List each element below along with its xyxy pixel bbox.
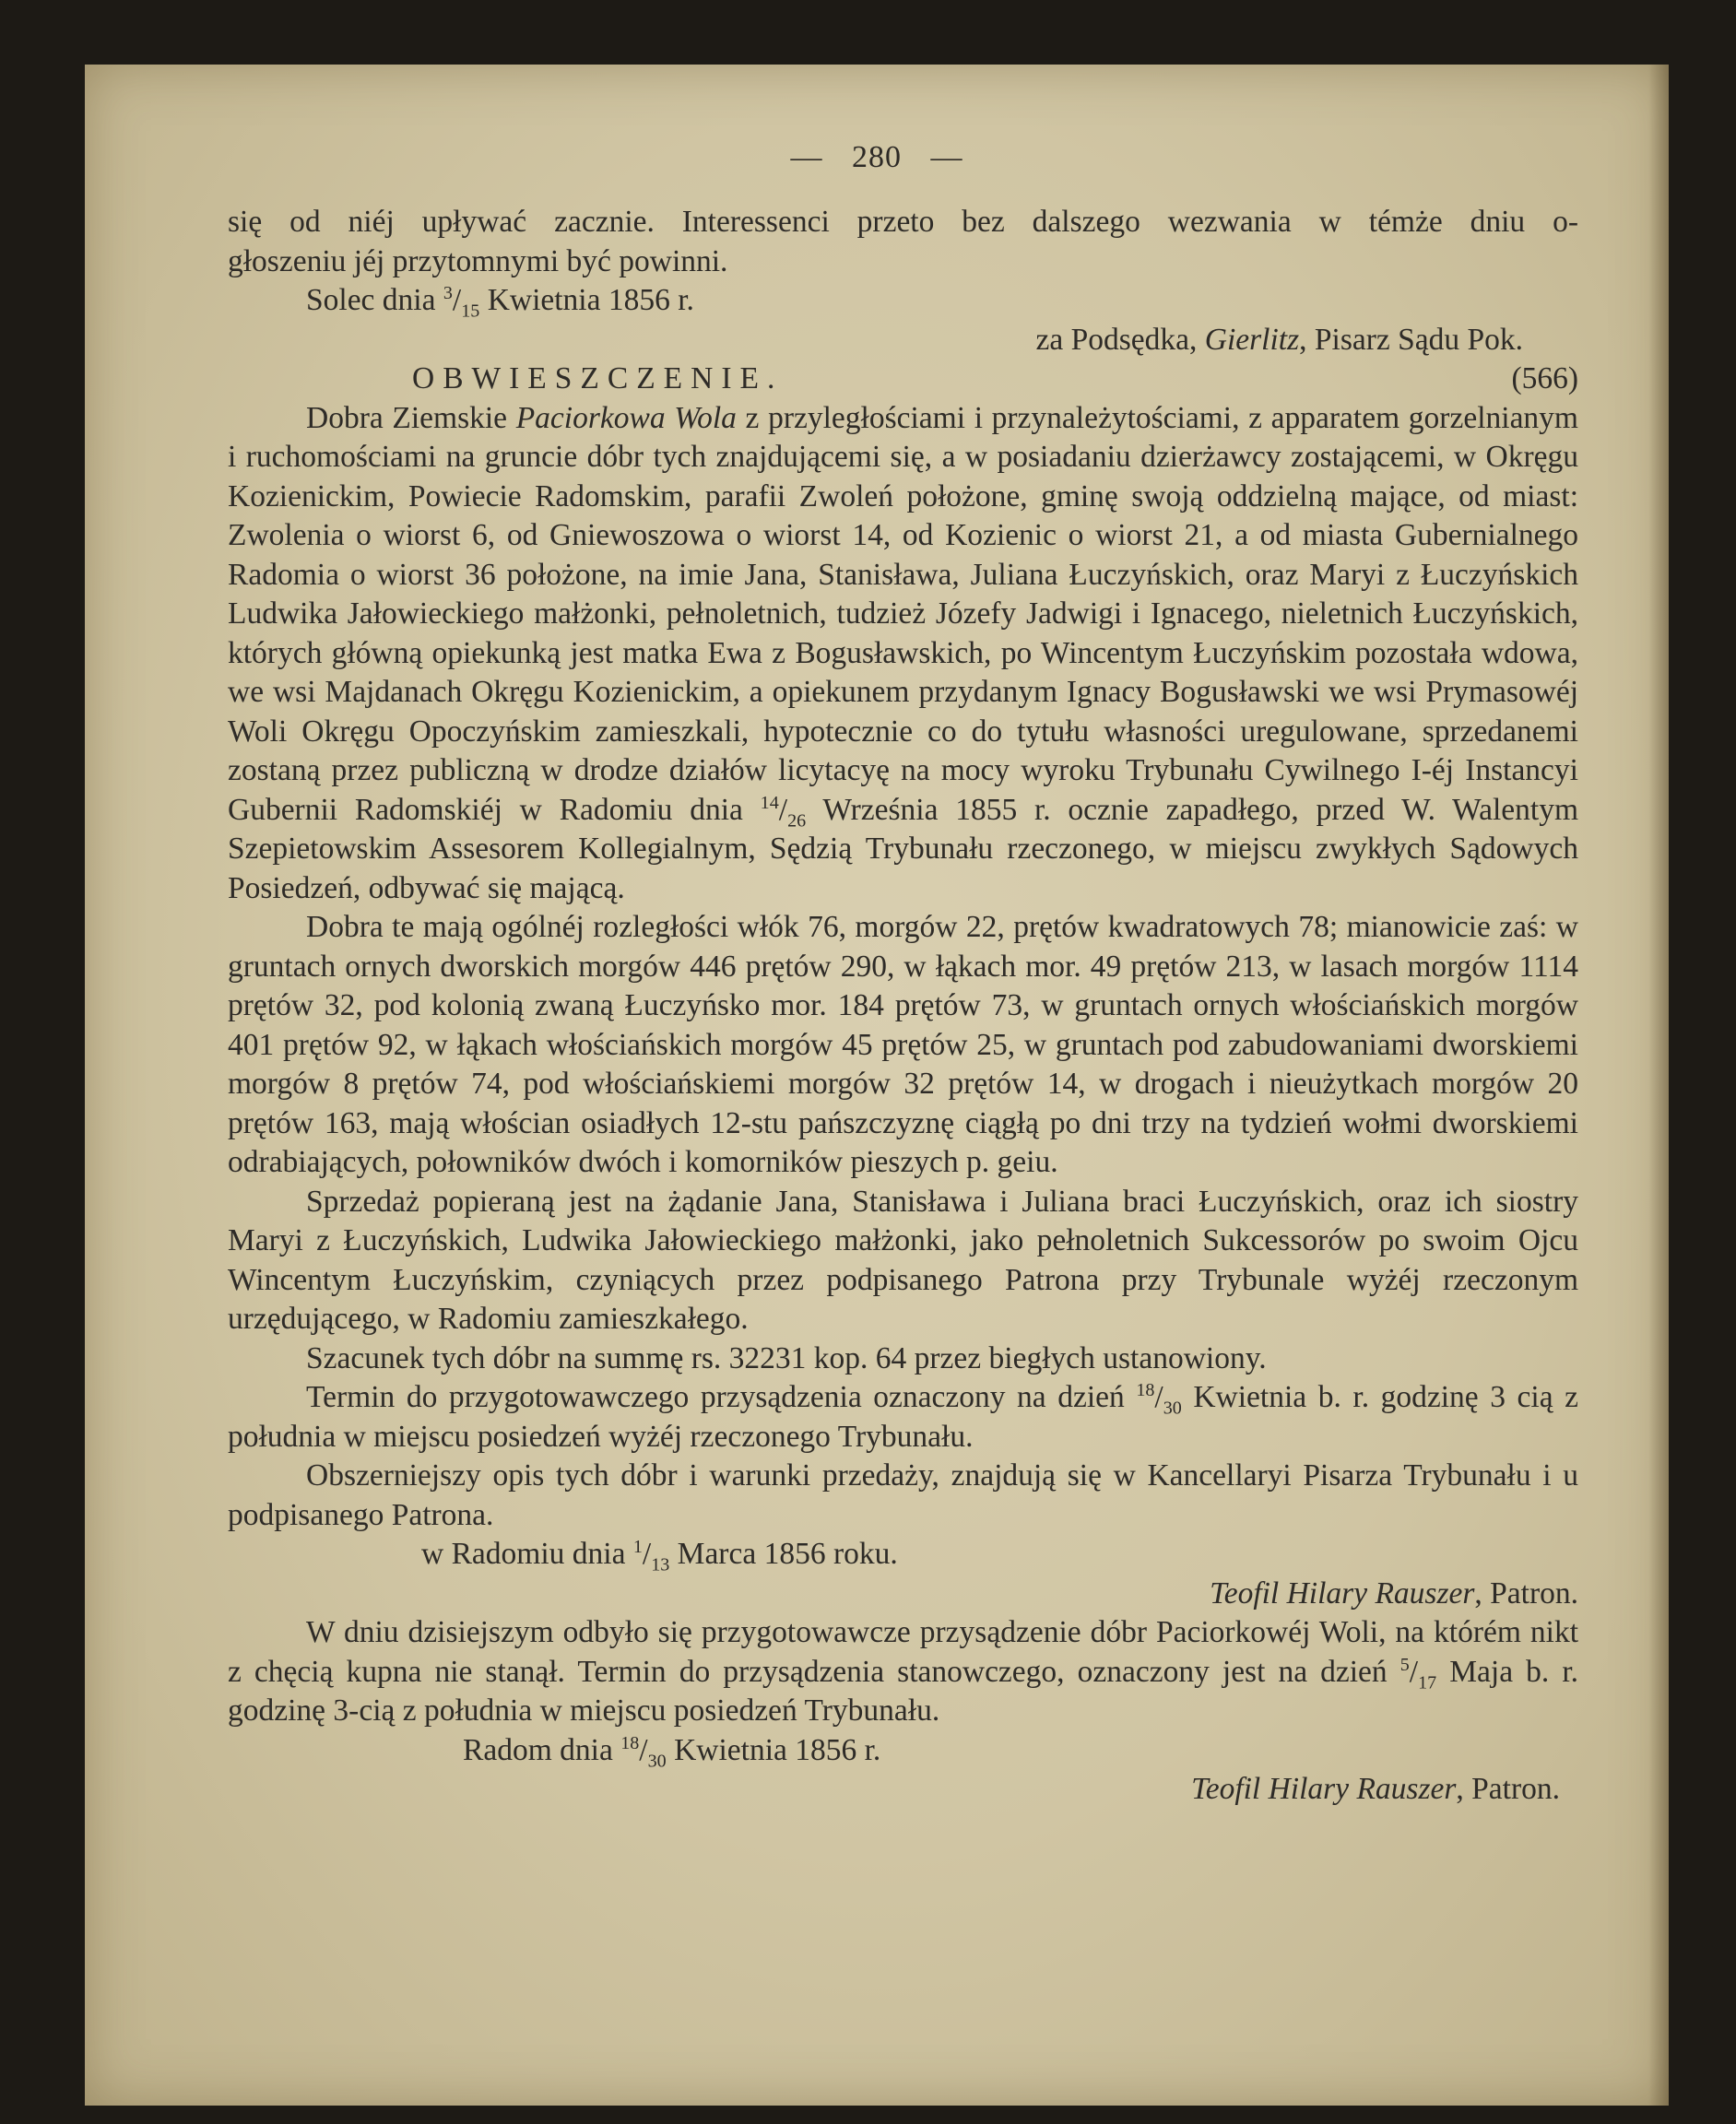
place-date-1: w Radomiu dnia $^1/_{13}$ Marca 1856 roku. xyxy=(421,1536,898,1575)
page-number: 280 xyxy=(852,140,902,174)
notice-title-row xyxy=(228,360,1578,399)
paragraph-details: Obszerniejszy opis tych dóbr i warunki przedaży, znajdują się w Kancellaryi Pisarza Trybunału i u podpisanego Patrona. xyxy=(228,1458,1578,1532)
previous-notice-end: się od niéj upływać zacznie. Interessenci przeto bez dalszego wezwania w témże dniu o- xyxy=(228,205,1578,239)
notice-number: (566) xyxy=(1511,361,1578,395)
paragraph-valuation: Szacunek tych dóbr na summę rs. 32231 kop. 64 przez biegłych ustanowiony. xyxy=(306,1340,1267,1375)
place-date-2: Radom dnia $^{18}/_{30}$ Kwietnia 1856 r. xyxy=(463,1732,881,1772)
page-edge-shadow xyxy=(1648,65,1669,2106)
paragraph-estate-area: Dobra te mają ogólnéj rozległości włók 76, morgów 22, prętów kwadratowych 78; mianowicie zaś: w gruntach ornych dworskich morgów 446 prętów 290, w łąkach mor. 49 prętów 213, w lasach morgów 1114 prętów 32, pod kolonią zwaną Łuczyńsko mor. 184 prętów 73, w gruntach ornych włościańskich morgów 401 prętów 92, w łąkach włościańskich morgów 45 prętów 25, w gruntach pod zabudowaniami dworskiemi morgów 8 prętów 74, pod włościańskiemi morgów 32 prętów 14, w drogach i nieużytkach morgów 20 prętów 163, mają włościan osiadłych 12-stu pańszczyznę ciągłą po dni trzy na tydzień wołmi dworskiemi odrabiających, połowników dwóch i komorników pieszych p. geiu. xyxy=(228,910,1578,1179)
scanned-page xyxy=(85,65,1669,2106)
signature-1: Teofil Hilary Rauszer, Patron. xyxy=(1210,1575,1578,1611)
paragraph-sale-request: Sprzedaż popieraną jest na żądanie Jana, Stanisława i Juliana braci Łuczyńskich, oraz ich siostry Maryi z Łuczyńskich, Ludwika Jałowieckiego małżonki, jako pełnoletnich Sukcessorów po swoim Ojcu Wincentym Łuczyńskim, czyniących przez podpisanego Patrona przy Trybunale wyżéj rzeczonym urzędującego, w Radomiu zamieszkałego. xyxy=(228,1184,1578,1336)
previous-notice-date: Solec dnia $^3/_{15}$ Kwietnia 1856 r. xyxy=(306,282,694,322)
notice-title: OBWIESZCZENIE. xyxy=(412,361,784,395)
notice-body xyxy=(228,203,1578,1810)
paragraph-estate-description: Dobra Ziemskie Paciorkowa Wola z przyległościami i przynależytościami, z apparatem gorzelnianym i ruchomościami na gruncie dóbr tych znajdującemi się, a w posiadaniu dzierżawcy zostającemi, w Okręgu Kozienickim, Powiecie Radomskim, parafii Zwoleń położone, gminę swoją oddzielną mające, od miast: Zwolenia o wiorst 6, od Gniewoszowa o wiorst 14, od Kozienic o wiorst 21, a od miasta Gubernialnego Radomia o wiorst 36 położone, na imie Jana, Stanisława, Juliana Łuczyńskich, oraz Maryi z Łuczyńskich Ludwika Jałowieckiego małżonki, pełnoletnich, tudzież Józefy Jadwigi i Ignacego, nieletnich Łuczyńskich, których główną opiekunką jest matka Ewa z Bogusławskich, po Wincentym Łuczyńskim pozostała wdowa, we wsi Majdanach Okręgu Kozienickim, a opiekunem przydanym Ignacy Bogusławski we wsi Prymasowéj Woli Okręgu Opoczyńskim zamieszkali, hypotecznie co do tytułu własności uregulowane, sprzedanemi zostaną przez publiczną w drodze działów licytacyę na mocy wyroku Trybunału Cywilnego I-éj Instancyi Gubernii Radomskiéj w Radomiu dnia $^{14}/_{26}$ Września 1855 r. ocznie zapadłego, przed W. Walentym Szepietowskim Assesorem Kollegialnym, Sędzią Trybunału rzeczonego, w miejscu zwykłych Sądowych Posiedzeń, odbywać się mającą. xyxy=(228,400,1579,905)
paragraph-term: Termin do przygotowawczego przysądzenia oznaczony na dzień $^{18}/_{30}$ Kwietnia b. r. godzinę 3 cią z południa w miejscu posiedzeń wyżéj rzeczonego Trybunału. xyxy=(228,1379,1578,1454)
paragraph-postscript: W dniu dzisiejszym odbyło się przygotowawcze przysądzenie dóbr Paciorkowéj Woli, na którém nikt z chęcią kupna nie stanął. Termin do przysądzenia stanowczego, oznaczony jest na dzień $^5/_{17}$ Maja b. r. godzinę 3-cią z południa w miejscu posiedzeń Trybunału. xyxy=(228,1615,1579,1728)
header-dash-right: — xyxy=(930,140,963,174)
page-header xyxy=(85,140,1669,175)
previous-notice-signature: za Podsędka, Gierlitz, Pisarz Sądu Pok. xyxy=(1035,322,1523,357)
previous-notice-end-2: głoszeniu jéj przytomnymi być powinni. xyxy=(228,243,728,278)
header-dash-left: — xyxy=(790,140,823,174)
signature-2: Teofil Hilary Rauszer, Patron. xyxy=(1191,1772,1560,1806)
